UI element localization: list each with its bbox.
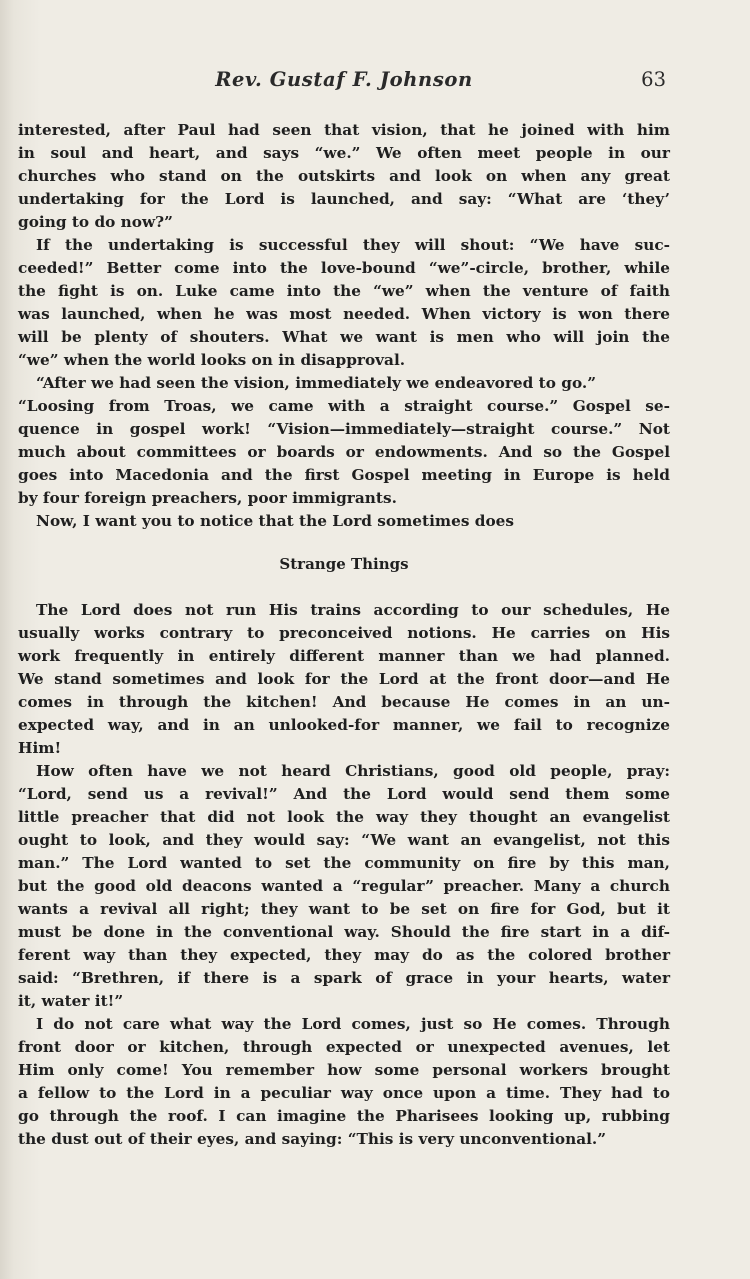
- section-heading: Strange Things: [279, 555, 409, 573]
- text-line: “Lord, send us a revival!” And the Lord would send them some: [18, 785, 670, 803]
- text-line: expected way, and in an unlooked-for manner, we fail to recognize: [18, 716, 670, 734]
- text-line: ferent way than they expected, they may do as the colored brother: [18, 946, 670, 964]
- text-line: interested, after Paul had seen that vision, that he joined with him: [18, 121, 670, 139]
- text-line: usually works contrary to preconceived notions. He carries on His: [18, 624, 670, 642]
- text-line: “we” when the world looks on in disapproval.: [18, 351, 406, 369]
- text-line: a fellow to the Lord in a peculiar way once upon a time. They had to: [18, 1084, 670, 1102]
- text-line: Now, I want you to notice that the Lord sometimes does: [36, 512, 515, 530]
- text-line: The Lord does not run His trains according to our schedules, He: [36, 601, 670, 619]
- text-line: the fight is on. Luke came into the “we” when the venture of faith: [18, 282, 670, 300]
- text-line: it, water it!”: [18, 992, 124, 1010]
- running-title: Rev. Gustaf F. Johnson: [215, 68, 473, 91]
- text-line: “Loosing from Troas, we came with a straight course.” Gospel se-: [18, 397, 670, 415]
- text-line: by four foreign preachers, poor immigrants.: [18, 489, 397, 507]
- text-line: I do not care what way the Lord comes, just so He comes. Through: [36, 1015, 670, 1033]
- text-line: the dust out of their eyes, and saying: “This is very unconventional.”: [18, 1130, 607, 1148]
- text-line: will be plenty of shouters. What we want is men who will join the: [18, 328, 670, 346]
- text-line: much about committees or boards or endowments. And so the Gospel: [18, 443, 670, 461]
- text-line: Him!: [18, 739, 62, 757]
- text-line: little preacher that did not look the way they thought an evangelist: [18, 808, 670, 826]
- text-line: goes into Macedonia and the first Gospel meeting in Europe is held: [18, 466, 670, 484]
- text-line: comes in through the kitchen! And because He comes in an un-: [18, 693, 670, 711]
- page-header: [18, 68, 670, 98]
- text-line: going to do now?”: [18, 213, 173, 231]
- body-text: [18, 119, 670, 1151]
- text-line: said: “Brethren, if there is a spark of grace in your hearts, water: [18, 969, 670, 987]
- text-line: quence in gospel work! “Vision—immediately—straight course.” Not: [18, 420, 670, 438]
- text-line: was launched, when he was most needed. When victory is won there: [18, 305, 670, 323]
- text-line: undertaking for the Lord is launched, and say: “What are ‘they’: [18, 190, 670, 208]
- text-line: in soul and heart, and says “we.” We often meet people in our: [18, 144, 670, 162]
- text-line: work frequently in entirely different manner than we had planned.: [18, 647, 670, 665]
- page-number: 63: [641, 68, 666, 91]
- text-line: We stand sometimes and look for the Lord at the front door—and He: [18, 670, 670, 688]
- text-line: How often have we not heard Christians, good old people, pray:: [36, 762, 670, 780]
- text-line: If the undertaking is successful they will shout: “We have suc-: [36, 236, 670, 254]
- text-line: ought to look, and they would say: “We want an evangelist, not this: [18, 831, 670, 849]
- text-line: wants a revival all right; they want to be set on fire for God, but it: [18, 900, 670, 918]
- text-line: “After we had seen the vision, immediately we endeavored to go.”: [36, 374, 597, 392]
- text-line: man.” The Lord wanted to set the community on fire by this man,: [18, 854, 670, 872]
- text-line: front door or kitchen, through expected or unexpected avenues, let: [18, 1038, 670, 1056]
- text-line: but the good old deacons wanted a “regular” preacher. Many a church: [18, 877, 670, 895]
- text-line: Him only come! You remember how some personal workers brought: [18, 1061, 670, 1079]
- text-line: churches who stand on the outskirts and look on when any great: [18, 167, 670, 185]
- text-line: must be done in the conventional way. Should the fire start in a dif-: [18, 923, 670, 941]
- text-line: go through the roof. I can imagine the Pharisees looking up, rubbing: [18, 1107, 670, 1125]
- text-line: ceeded!” Better come into the love-bound “we”-circle, brother, while: [18, 259, 670, 277]
